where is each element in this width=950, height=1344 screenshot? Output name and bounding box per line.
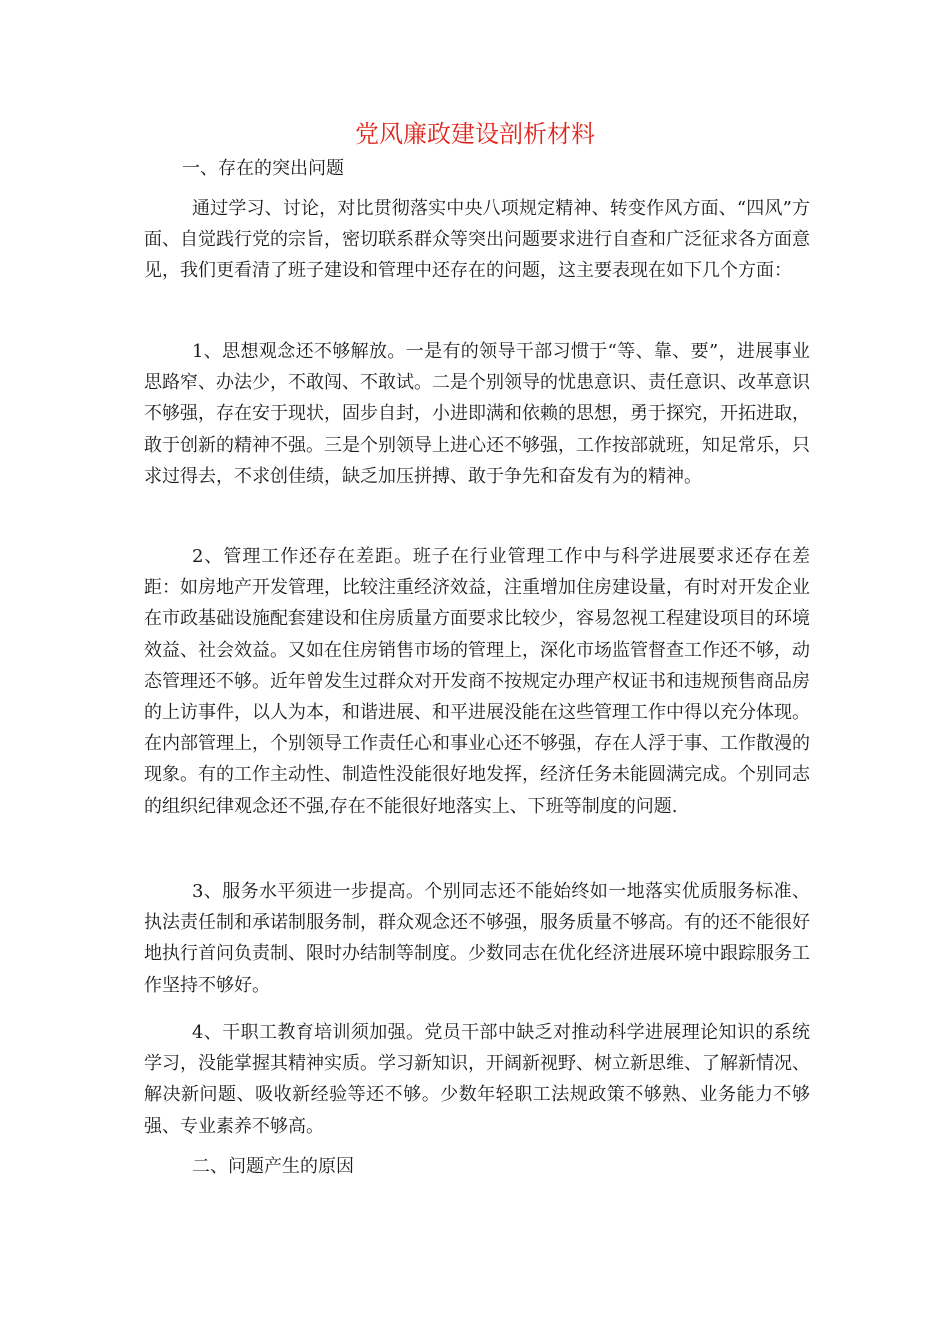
intro-paragraph: 通过学习、讨论，对比贯彻落实中央八项规定精神、转变作风方面、“四风”方面、自觉践行党的宗旨，密切联系群众等突出问题要求进行自查和广泛征求各方面意见，我们更看清了班子建设和管理中还存在的问题，这主要表现在如下几个方面： — [144, 198, 810, 282]
section-heading-problems: 一、存在的突出问题 — [182, 158, 344, 179]
section-heading-causes: 二、问题产生的原因 — [192, 1156, 354, 1177]
document-title: 党风廉政建设剖析材料 — [355, 120, 595, 148]
paragraph-thinking: 1、思想观念还不够解放。一是有的领导干部习惯于“等、靠、要”，进展事业思路窄、办法少，不敢闯、不敢试。二是个别领导的忧患意识、责任意识、改革意识不够强，存在安于现状，固步自封，小进即满和依赖的思想，勇于探究，开拓进取，敢于创新的精神不强。三是个别领导上进心还不够强，工作按部就班，知足常乐，只求过得去，不求创佳绩，缺乏加压拼搏、敢于争先和奋发有为的精神。 — [144, 341, 810, 487]
paragraph-training: 4、干职工教育培训须加强。党员干部中缺乏对推动科学进展理论知识的系统学习，没能掌握其精神实质。学习新知识，开阔新视野、树立新思维、了解新情况、解决新问题、吸收新经验等还不够。少数年轻职工法规政策不够熟、业务能力不够强、专业素养不够高。 — [144, 1022, 810, 1137]
paragraph-service: 3、服务水平须进一步提高。个别同志还不能始终如一地落实优质服务标准、执法责任制和承诺制服务制，群众观念还不够强，服务质量不够高。有的还不能很好地执行首问负责制、限时办结制等制度。少数同志在优化经济进展环境中跟踪服务工作坚持不够好。 — [144, 881, 810, 996]
paragraph-management: 2、管理工作还存在差距。班子在行业管理工作中与科学进展要求还存在差距：如房地产开发管理，比较注重经济效益，注重增加住房建设量，有时对开发企业在市政基础设施配套建设和住房质量方面要求比较少，容易忽视工程建设项目的环境效益、社会效益。又如在住房销售市场的管理上，深化市场监管督查工作还不够，动态管理还不够。近年曾发生过群众对开发商不按规定办理产权证书和违规预售商品房的上访事件，以人为本，和谐进展、和平进展没能在这些管理工作中得以充分体现。在内部管理上，个别领导工作责任心和事业心还不够强，存在人浮于事、工作散漫的现象。有的工作主动性、制造性没能很好地发挥，经济任务未能圆满完成。个别同志的组织纪律观念还不强,存在不能很好地落实上、下班等制度的问题. — [144, 546, 810, 817]
